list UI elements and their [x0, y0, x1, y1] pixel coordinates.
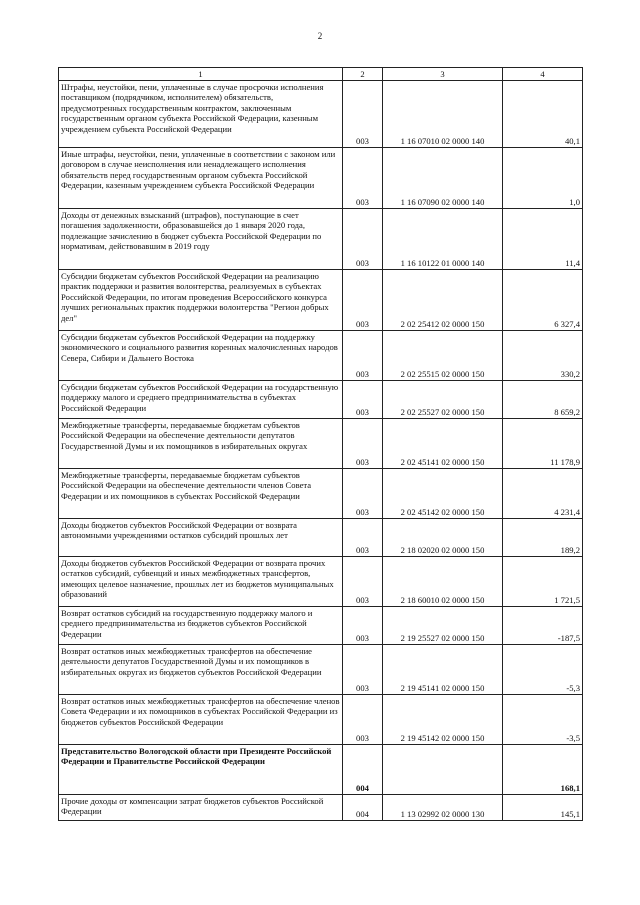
table-row [59, 269, 583, 330]
table-row [59, 556, 583, 606]
row-name-cell: Субсидии бюджетам субъектов Российской Федерации на реализацию практик поддержки и развития волонтерства, реализуемых в субъектах Российской Федерации, по итогам проведения Всероссийского конкурса лучших региональных практик поддержки волонтерства "Регион добрых дел" [59, 269, 343, 330]
row-admin-code-cell: 003 [343, 80, 383, 147]
table-row [59, 744, 583, 794]
row-amount-cell: 6 327,4 [503, 269, 583, 330]
row-name-cell: Доходы бюджетов субъектов Российской Федерации от возврата прочих остатков субсидий, субвенций и иных межбюджетных трансфертов, имеющих целевое назначение, прошлых лет из бюджетов муниципальных образований [59, 556, 343, 606]
row-admin-code-cell: 003 [343, 694, 383, 744]
table-row [59, 330, 583, 380]
row-budget-code-cell: 2 02 25527 02 0000 150 [383, 380, 503, 418]
row-name-cell: Иные штрафы, неустойки, пени, уплаченные в соответствии с законом или договором в случае неисполнения или ненадлежащего исполнения обязательств перед государственным органом субъекта Российской Федерации, казенным учреждением субъекта Российской Федерации [59, 147, 343, 208]
row-budget-code-cell: 1 16 07090 02 0000 140 [383, 147, 503, 208]
row-admin-code-cell: 004 [343, 794, 383, 820]
page-number: 2 [317, 31, 323, 41]
table-row [59, 794, 583, 820]
header-cell-2: 2 [343, 68, 383, 81]
row-amount-cell: 8 659,2 [503, 380, 583, 418]
row-budget-code-cell: 2 02 25515 02 0000 150 [383, 330, 503, 380]
table-row [59, 380, 583, 418]
table-row [59, 418, 583, 468]
row-name-cell: Доходы бюджетов субъектов Российской Федерации от возврата автономными учреждениями остатков субсидий прошлых лет [59, 518, 343, 556]
row-name-cell: Доходы от денежных взысканий (штрафов), поступающие в счет погашения задолженности, образовавшейся до 1 января 2020 года, подлежащие зачислению в бюджет субъекта Российской Федерации по нормативам, действовавшим в 2019 году [59, 208, 343, 269]
row-amount-cell: 40,1 [503, 80, 583, 147]
row-admin-code-cell: 003 [343, 644, 383, 694]
row-amount-cell: 189,2 [503, 518, 583, 556]
row-admin-code-cell: 003 [343, 468, 383, 518]
row-budget-code-cell: 1 16 10122 01 0000 140 [383, 208, 503, 269]
row-amount-cell: 168,1 [503, 744, 583, 794]
table-row [59, 468, 583, 518]
row-amount-cell: 330,2 [503, 330, 583, 380]
row-name-cell: Возврат остатков субсидий на государственную поддержку малого и среднего предпринимательства из бюджетов субъектов Российской Федерации [59, 606, 343, 644]
row-name-cell: Представительство Вологодской области при Президенте Российской Федерации и Правительстве Российской Федерации [59, 744, 343, 794]
row-admin-code-cell: 003 [343, 380, 383, 418]
row-budget-code-cell: 2 02 45141 02 0000 150 [383, 418, 503, 468]
table-body [59, 68, 583, 821]
row-name-cell: Возврат остатков иных межбюджетных трансфертов на обеспечение членов Совета Федерации и их помощников в субъектах Российской Федерации из бюджетов субъектов Российской Федерации [59, 694, 343, 744]
row-amount-cell: -5,3 [503, 644, 583, 694]
table-row [59, 147, 583, 208]
row-name-cell: Межбюджетные трансферты, передаваемые бюджетам субъектов Российской Федерации на обеспечение деятельности депутатов Государственной Думы и их помощников в избирательных округах [59, 418, 343, 468]
row-admin-code-cell: 003 [343, 269, 383, 330]
table-row [59, 606, 583, 644]
row-amount-cell: 11,4 [503, 208, 583, 269]
row-admin-code-cell: 004 [343, 744, 383, 794]
row-name-cell: Межбюджетные трансферты, передаваемые бюджетам субъектов Российской Федерации на обеспечение деятельности членов Совета Федерации и их помощников в субъектах Российской Федерации [59, 468, 343, 518]
row-budget-code-cell: 2 02 25412 02 0000 150 [383, 269, 503, 330]
table-row [59, 208, 583, 269]
table-row [59, 518, 583, 556]
header-cell-1: 1 [59, 68, 343, 81]
row-admin-code-cell: 003 [343, 208, 383, 269]
row-admin-code-cell: 003 [343, 518, 383, 556]
row-amount-cell: -187,5 [503, 606, 583, 644]
row-budget-code-cell: 2 18 60010 02 0000 150 [383, 556, 503, 606]
row-admin-code-cell: 003 [343, 330, 383, 380]
row-budget-code-cell: 1 13 02992 02 0000 130 [383, 794, 503, 820]
row-budget-code-cell: 1 16 07010 02 0000 140 [383, 80, 503, 147]
row-budget-code-cell: 2 19 25527 02 0000 150 [383, 606, 503, 644]
row-name-cell: Возврат остатков иных межбюджетных трансфертов на обеспечение деятельности депутатов Государственной Думы и их помощников в избирательных округах из бюджетов субъектов Российской Федерации [59, 644, 343, 694]
row-name-cell: Субсидии бюджетам субъектов Российской Федерации на поддержку экономического и социального развития коренных малочисленных народов Севера, Сибири и Дальнего Востока [59, 330, 343, 380]
header-cell-3: 3 [383, 68, 503, 81]
revenue-table [58, 67, 583, 821]
table-row [59, 644, 583, 694]
header-cell-4: 4 [503, 68, 583, 81]
row-admin-code-cell: 003 [343, 147, 383, 208]
row-amount-cell: 1,0 [503, 147, 583, 208]
table-row [59, 80, 583, 147]
row-budget-code-cell: 2 18 02020 02 0000 150 [383, 518, 503, 556]
row-amount-cell: 145,1 [503, 794, 583, 820]
row-amount-cell: -3,5 [503, 694, 583, 744]
row-admin-code-cell: 003 [343, 606, 383, 644]
row-name-cell: Прочие доходы от компенсации затрат бюджетов субъектов Российской Федерации [59, 794, 343, 820]
row-admin-code-cell: 003 [343, 556, 383, 606]
row-amount-cell: 4 231,4 [503, 468, 583, 518]
header-row [59, 68, 583, 81]
row-budget-code-cell [383, 744, 503, 794]
row-amount-cell: 11 178,9 [503, 418, 583, 468]
row-budget-code-cell: 2 02 45142 02 0000 150 [383, 468, 503, 518]
row-budget-code-cell: 2 19 45142 02 0000 150 [383, 694, 503, 744]
row-name-cell: Субсидии бюджетам субъектов Российской Федерации на государственную поддержку малого и среднего предпринимательства в субъектах Российской Федерации [59, 380, 343, 418]
row-name-cell: Штрафы, неустойки, пени, уплаченные в случае просрочки исполнения поставщиком (подрядчиком, исполнителем) обязательств, предусмотренных государственным контрактом, заключенным государственным органом субъекта Российской Федерации, казенным учреждением субъекта Российской Федерации [59, 80, 343, 147]
row-budget-code-cell: 2 19 45141 02 0000 150 [383, 644, 503, 694]
row-admin-code-cell: 003 [343, 418, 383, 468]
row-amount-cell: 1 721,5 [503, 556, 583, 606]
table-row [59, 694, 583, 744]
